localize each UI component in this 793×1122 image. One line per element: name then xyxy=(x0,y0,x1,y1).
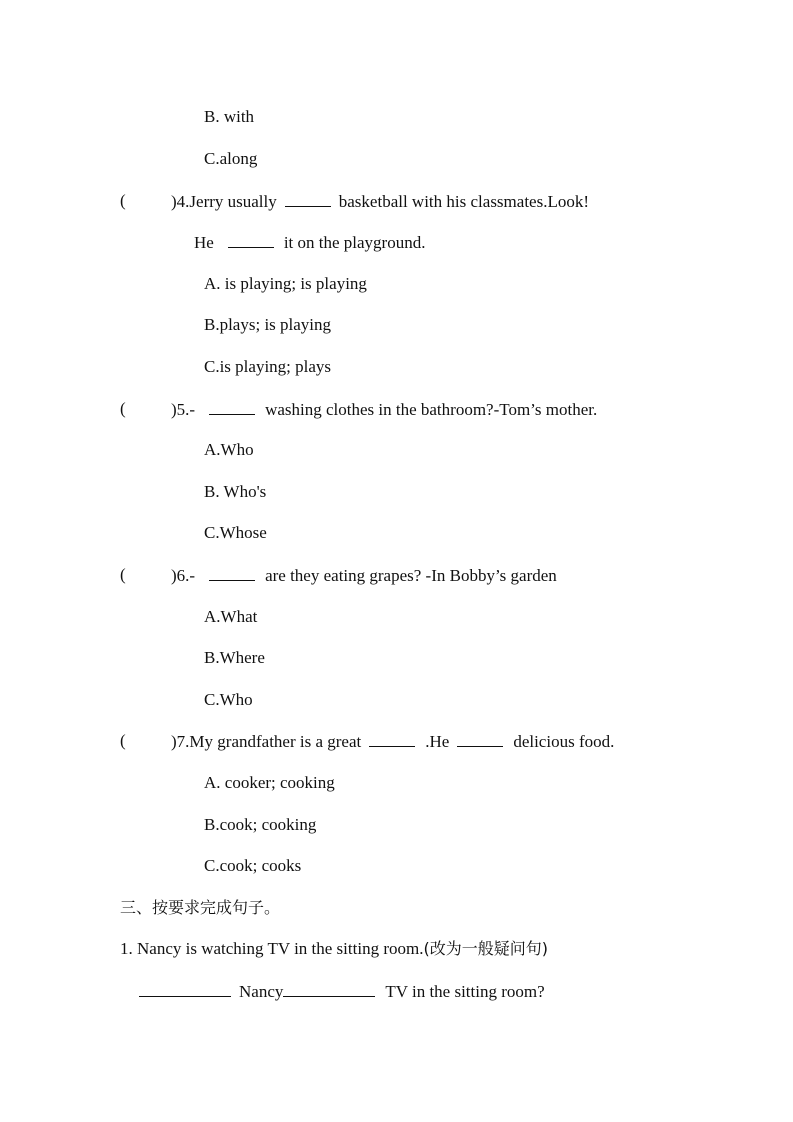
question-6-option-a: A.What xyxy=(204,607,258,626)
section-3-heading: 三、按要求完成句子。 xyxy=(120,898,281,917)
question-6-stem xyxy=(171,565,557,586)
item-1-answer-part-2: TV in the sitting room? xyxy=(385,982,545,1001)
answer-blank[interactable] xyxy=(369,731,415,747)
question-4-stem-part-1: )4.Jerry usually xyxy=(171,192,277,211)
question-7-stem-part-3: delicious food. xyxy=(513,732,615,751)
answer-blank[interactable] xyxy=(209,565,255,581)
question-6-stem-part-1: )6.- xyxy=(171,566,196,585)
option-b-with: B. with xyxy=(204,107,255,126)
item-1-sentence: 1. Nancy is watching TV in the sitting room. xyxy=(120,939,424,958)
answer-blank[interactable] xyxy=(457,731,503,747)
question-4-option-b: B.plays; is playing xyxy=(204,315,332,334)
answer-blank[interactable] xyxy=(228,232,274,248)
question-6-option-c: C.Who xyxy=(204,690,253,709)
question-5-stem-part-2: washing clothes in the bathroom?-Tom’s mother. xyxy=(265,400,598,419)
question-5-option-b: B. Who's xyxy=(204,482,267,501)
question-4-stem xyxy=(171,191,589,212)
question-7-stem xyxy=(171,731,614,752)
section-3-item-1 xyxy=(120,939,548,959)
question-5-option-c: C.Whose xyxy=(204,523,267,542)
answer-paren: ( xyxy=(120,399,126,418)
question-5-stem xyxy=(171,399,597,420)
question-7-option-b: B.cook; cooking xyxy=(204,815,317,834)
question-4-continuation xyxy=(194,232,425,253)
item-1-instruction: (改为一般疑问句) xyxy=(423,939,548,958)
answer-paren: ( xyxy=(120,565,126,584)
question-4-option-a: A. is playing; is playing xyxy=(204,274,367,293)
question-4-cont-part-1: He xyxy=(194,233,214,252)
option-c-along: C.along xyxy=(204,149,258,168)
question-5-stem-part-1: )5.- xyxy=(171,400,196,419)
question-6-option-b: B.Where xyxy=(204,648,265,667)
question-7-option-a: A. cooker; cooking xyxy=(204,773,335,792)
question-5-option-a: A.Who xyxy=(204,440,254,459)
question-6-stem-part-2: are they eating grapes? -In Bobby’s garden xyxy=(265,566,557,585)
question-7-option-c: C.cook; cooks xyxy=(204,856,302,875)
answer-blank[interactable] xyxy=(285,191,331,207)
question-4-stem-part-2: basketball with his classmates.Look! xyxy=(338,192,589,211)
question-4-option-c: C.is playing; plays xyxy=(204,357,332,376)
answer-paren: ( xyxy=(120,191,126,210)
answer-blank[interactable] xyxy=(209,399,255,415)
answer-blank[interactable] xyxy=(139,981,231,997)
question-7-stem-part-2: .He xyxy=(425,732,450,751)
item-1-answer-part-1: Nancy xyxy=(239,982,284,1001)
item-1-answer-line xyxy=(139,981,545,1002)
answer-blank[interactable] xyxy=(283,981,375,997)
question-7-stem-part-1: )7.My grandfather is a great xyxy=(171,732,362,751)
question-4-cont-part-2: it on the playground. xyxy=(283,233,426,252)
answer-paren: ( xyxy=(120,731,126,750)
